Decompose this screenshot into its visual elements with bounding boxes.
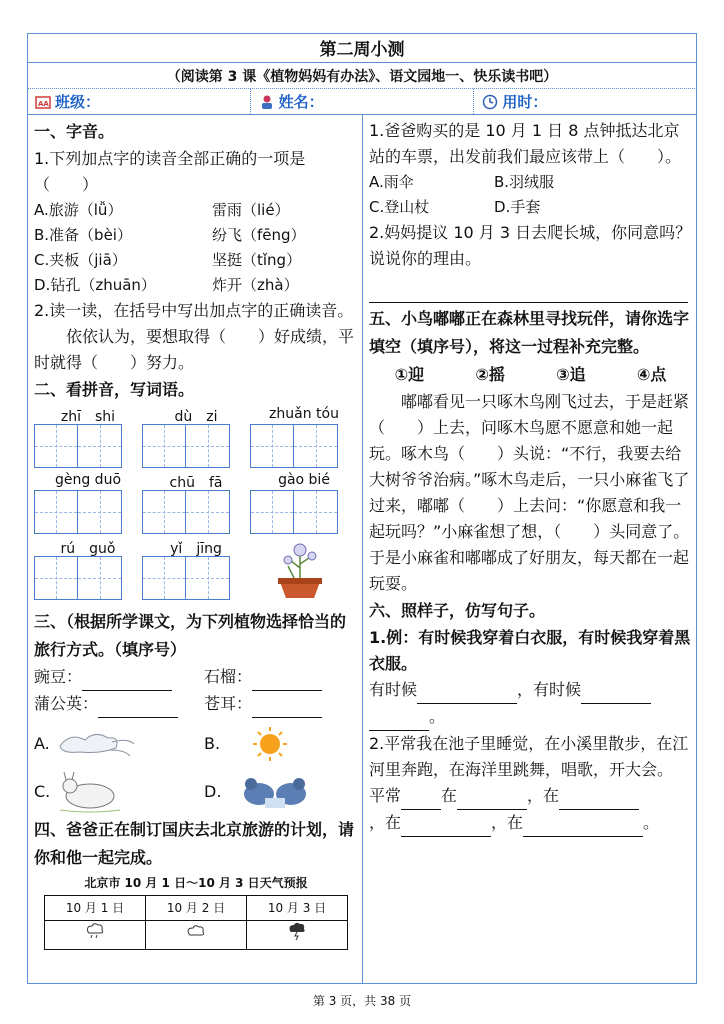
pinyin-label: chū fā <box>169 475 223 491</box>
answer-blank[interactable] <box>559 783 639 810</box>
r1-option: B.羽绒服 <box>494 173 555 191</box>
option-text: 雷雨（lié） <box>212 201 290 219</box>
travel-options <box>34 720 358 816</box>
option-text: A.旅游（lǚ） <box>34 201 123 219</box>
option-row <box>34 273 358 298</box>
answer-blank[interactable] <box>581 677 651 704</box>
fill-text: 有时候 <box>369 680 418 699</box>
fill-text: 。 <box>429 707 446 726</box>
writing-box[interactable] <box>78 556 122 600</box>
option-letter: A. <box>34 734 50 753</box>
writing-box[interactable] <box>186 556 230 600</box>
page-number: 第 3 页，共 38 页 <box>312 994 412 1008</box>
option-row <box>34 198 358 223</box>
pinyin-label: gào bié <box>278 472 330 488</box>
fill-text: ，在 <box>369 813 402 832</box>
writing-box[interactable] <box>78 490 122 534</box>
pinyin-word <box>142 538 250 604</box>
fill-text: 平常 <box>369 786 402 805</box>
pinyin-label: zhuǎn tóu <box>269 406 339 422</box>
s6-q2-fill2 <box>369 810 692 837</box>
time-field[interactable] <box>474 89 697 114</box>
day-cell: 10 月 1 日 <box>45 896 146 920</box>
writing-box[interactable] <box>78 424 122 468</box>
option-text: B.准备（bèi） <box>34 226 132 244</box>
section4-heading: 四、爸爸正在制订国庆去北京旅游的计划，请你和他一起完成。 <box>34 820 355 867</box>
option-text: C.夹板（jiā） <box>34 251 127 269</box>
r1-q2: 2.妈妈提议 10 月 3 日去爬长城，你同意吗？说说你的理由。 <box>369 223 692 268</box>
time-label: 用时： <box>502 93 548 111</box>
answer-blank[interactable] <box>401 783 441 810</box>
answer-blank[interactable] <box>369 704 429 731</box>
writing-box[interactable] <box>294 424 338 468</box>
pinyin-word <box>250 472 358 534</box>
cloud-icon <box>146 920 247 949</box>
r1-option: D.手套 <box>494 198 541 216</box>
writing-box[interactable] <box>186 490 230 534</box>
name-label: 姓名： <box>278 93 324 111</box>
page-title: 第二周小测 <box>27 33 697 63</box>
s1-q2: 2.读一读，在括号中写出加点字的正确读音。 <box>34 301 354 320</box>
answer-blank[interactable] <box>401 810 491 837</box>
writing-box[interactable] <box>142 424 186 468</box>
choice-item: ②摇 <box>475 365 505 384</box>
pinyin-label: gèng duō <box>54 472 122 488</box>
answer-blank[interactable] <box>252 664 322 691</box>
clock-icon <box>482 94 498 110</box>
writing-box[interactable] <box>250 490 294 534</box>
plant-label: 豌豆： <box>34 667 83 686</box>
birds-icon <box>231 768 321 816</box>
forecast-title: 北京市 10 月 1 日～10 月 3 日天气预报 <box>84 876 308 890</box>
pinyin-word <box>250 406 358 468</box>
pinyin-label: dù zi <box>174 409 218 425</box>
writing-box[interactable] <box>34 490 78 534</box>
writing-box[interactable] <box>186 424 230 468</box>
pinyin-label: zhī shi <box>60 409 116 425</box>
rain-cloud-icon <box>45 920 146 949</box>
day-cell: 10 月 3 日 <box>267 901 327 915</box>
column-divider <box>362 115 363 984</box>
option-text: D.钻孔（zhuān） <box>34 276 156 294</box>
choice-list <box>369 361 692 389</box>
s1-options <box>34 198 358 298</box>
option-letter: B. <box>204 734 221 753</box>
writing-box[interactable] <box>294 490 338 534</box>
option-row <box>34 248 358 273</box>
r1-q1: 1.爸爸购买的是 10 月 1 日 8 点钟抵达北京站的车票，出发前我们最应该带上（ ）。 <box>369 121 682 166</box>
answer-blank[interactable] <box>82 664 172 691</box>
section3-heading: 三、（根据所学课文，为下列植物选择恰当的旅行方式。（填序号） <box>34 612 347 659</box>
right-column <box>369 118 692 837</box>
pinyin-label: rú guǒ <box>60 541 116 557</box>
section5-heading: 五、小鸟嘟嘟正在森林里寻找玩伴，请你选字填空（填序号），将这一过程补充完整。 <box>369 309 690 356</box>
section6-heading: 六、照样子，仿写句子。 <box>369 601 546 620</box>
answer-line[interactable] <box>369 272 688 303</box>
svg-text:AA: AA <box>38 99 49 108</box>
option-letter: D. <box>204 782 222 801</box>
choice-item: ①迎 <box>394 365 425 384</box>
class-field[interactable] <box>27 89 251 114</box>
option-text: 纷飞（fēng） <box>212 226 306 244</box>
s6-q1-fill <box>369 677 692 704</box>
s1-q2-text: 依依认为，要想取得（ ）好成绩，平时就得（ ）努力。 <box>34 327 355 372</box>
section2-heading: 二、看拼音，写词语。 <box>34 380 195 399</box>
student-icon <box>259 94 275 110</box>
answer-blank[interactable] <box>457 783 527 810</box>
plant-label: 石榴： <box>204 667 253 686</box>
day-cell: 10 月 2 日 <box>146 896 247 920</box>
pinyin-word <box>142 472 250 534</box>
choice-item: ④点 <box>636 365 667 384</box>
animal-icon <box>50 770 130 814</box>
s6-q2: 2.平常我在池子里睡觉，在小溪里散步，在江河里奔跑，在海洋里跳舞，唱歌，开大会。 <box>369 734 689 779</box>
writing-box[interactable] <box>34 424 78 468</box>
class-icon <box>35 94 51 110</box>
option-row <box>34 223 358 248</box>
name-field[interactable] <box>251 89 475 114</box>
fill-text: ，有时候 <box>517 680 582 699</box>
option-letter: C. <box>34 782 51 801</box>
pinyin-word <box>142 406 250 468</box>
pinyin-word <box>34 406 142 468</box>
writing-box[interactable] <box>34 556 78 600</box>
thunderstorm-icon <box>247 920 347 949</box>
plant-label: 苍耳： <box>204 694 253 713</box>
plant-label: 蒲公英： <box>34 694 99 713</box>
class-label: 班级： <box>55 93 101 111</box>
section1-heading: 一、字音。 <box>34 122 115 141</box>
weather-table <box>44 895 348 950</box>
page-subtitle: （阅读第 3 课《植物妈妈有办法》、语文园地一、快乐读书吧） <box>27 63 697 89</box>
pinyin-label: yǐ jīng <box>170 541 222 557</box>
story-text: 嘟嘟看见一只啄木鸟刚飞过去，于是赶紧（ ）上去，问啄木鸟愿不愿意和她一起玩。啄木鸟（ ）头说：“不行，我要去给大树爷爷治病。”啄木鸟走后，一只小麻雀飞了过来，嘟嘟（ ）上去问：“你愿意和我一起玩吗？”小麻雀想了想，（ ）头同意了。于是小麻雀和嘟嘟成了好朋友，每天都在一起玩耍。 <box>369 392 690 593</box>
answer-blank[interactable] <box>252 691 322 718</box>
answer-blank[interactable] <box>417 677 517 704</box>
plants-list <box>34 664 358 718</box>
fill-text: ，在 <box>491 813 524 832</box>
s6-q1-fill-end <box>369 704 692 731</box>
option-text: 炸开（zhà） <box>212 276 299 294</box>
fill-text: 。 <box>643 813 660 832</box>
answer-blank[interactable] <box>523 810 643 837</box>
pinyin-grid <box>34 406 358 608</box>
pinyin-word <box>34 538 142 604</box>
fill-text: 在 <box>441 786 458 805</box>
r1-option: C.登山杖 <box>369 198 430 216</box>
sun-icon <box>240 724 300 764</box>
student-info-row <box>27 89 697 115</box>
r1-option: A.雨伞 <box>369 173 414 191</box>
writing-box[interactable] <box>142 490 186 534</box>
s6-q2-fill <box>369 783 692 810</box>
answer-blank[interactable] <box>98 691 178 718</box>
wind-icon <box>50 724 140 764</box>
pinyin-word <box>34 472 142 534</box>
option-text: 坚挺（tǐng） <box>212 251 302 269</box>
choice-item: ③追 <box>556 365 586 384</box>
fill-text: ，在 <box>527 786 560 805</box>
writing-box[interactable] <box>250 424 294 468</box>
flower-pot-icon <box>250 538 358 604</box>
s1-q1: 1.下列加点字的读音全部正确的一项是（ ） <box>34 149 306 194</box>
writing-box[interactable] <box>142 556 186 600</box>
s6-example: 1.例：有时候我穿着白衣服，有时候我穿着黑衣服。 <box>369 628 691 673</box>
left-column <box>34 118 358 950</box>
